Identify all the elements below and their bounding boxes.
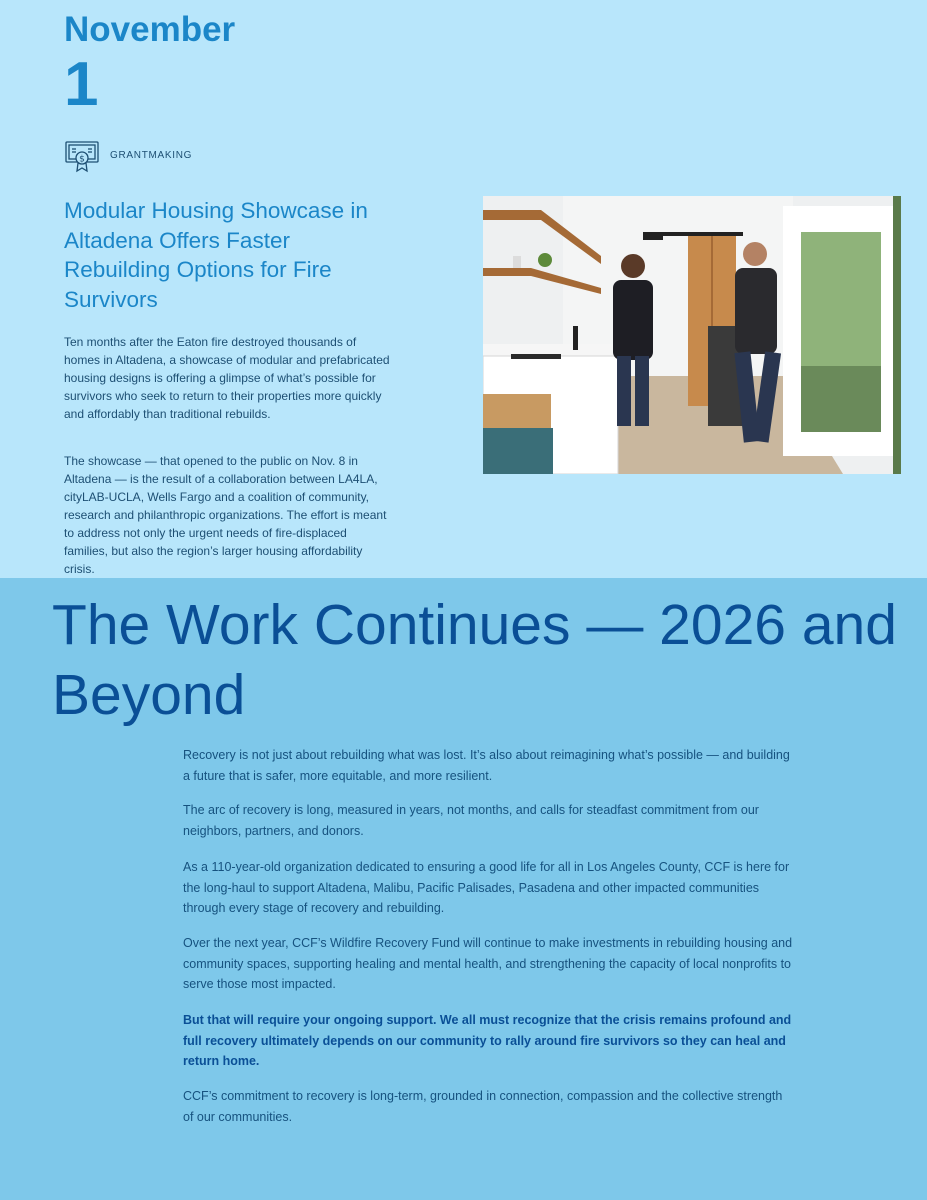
article-section bbox=[0, 0, 927, 578]
date-month: November bbox=[64, 10, 236, 49]
section-paragraph: Over the next year, CCF’s Wildfire Recovery Fund will continue to make investments in rebuilding housing and community spaces, supporting healing and mental health, and strengthening the capacity of local nonprofits to serve those most impacted. bbox=[183, 936, 793, 991]
money-grant-icon bbox=[64, 138, 100, 174]
section-paragraph: The arc of recovery is long, measured in years, not months, and calls for steadfast commitment from our neighbors, partners, and donors. bbox=[183, 803, 759, 838]
article-paragraph: The showcase — that opened to the public on Nov. 8 in Altadena — is the result of a collaboration between LA4LA, cityLAB-UCLA, Wells Fargo and a coalition of community, research and philanthropic organizations. The effort is meant to address not only the urgent needs of fire-displaced families, but also the region’s larger housing affordability crisis. bbox=[64, 454, 387, 576]
article-paragraph: Ten months after the Eaton fire destroyed thousands of homes in Altadena, a showcase of modular and prefabricated housing designs is offering a glimpse of what’s possible for survivors who seek to return to their properties more quickly and affordably than traditional rebuilds. bbox=[64, 335, 390, 421]
article-photo bbox=[483, 196, 901, 474]
date-day: 1 bbox=[64, 50, 99, 119]
svg-text:$: $ bbox=[79, 154, 85, 165]
section-paragraph: Recovery is not just about rebuilding what was lost. It’s also about reimagining what’s possible — and building a future that is safer, more equitable, and more resilient. bbox=[183, 748, 790, 783]
category-label[interactable]: GRANTMAKING bbox=[110, 150, 193, 161]
section-heading: The Work Continues — 2026 and Beyond bbox=[52, 593, 897, 727]
section-paragraph-bold: But that will require your ongoing support. We all must recognize that the crisis remains profound and full recovery ultimately depends on our community to rally around fire survivors so they can heal and return home. bbox=[183, 1013, 792, 1068]
article-headline[interactable]: Modular Housing Showcase in Altadena Offers Faster Rebuilding Options for Fire Survivors bbox=[64, 198, 368, 312]
section-paragraph: As a 110-year-old organization dedicated to ensuring a good life for all in Los Angeles County, CCF is here for the long-haul to support Altadena, Malibu, Pacific Palisades, Pasadena and other impacted communities through every stage of recovery and rebuilding. bbox=[183, 860, 790, 915]
section-paragraph: CCF’s commitment to recovery is long-term, grounded in connection, compassion and the collective strength of our communities. bbox=[183, 1089, 783, 1124]
